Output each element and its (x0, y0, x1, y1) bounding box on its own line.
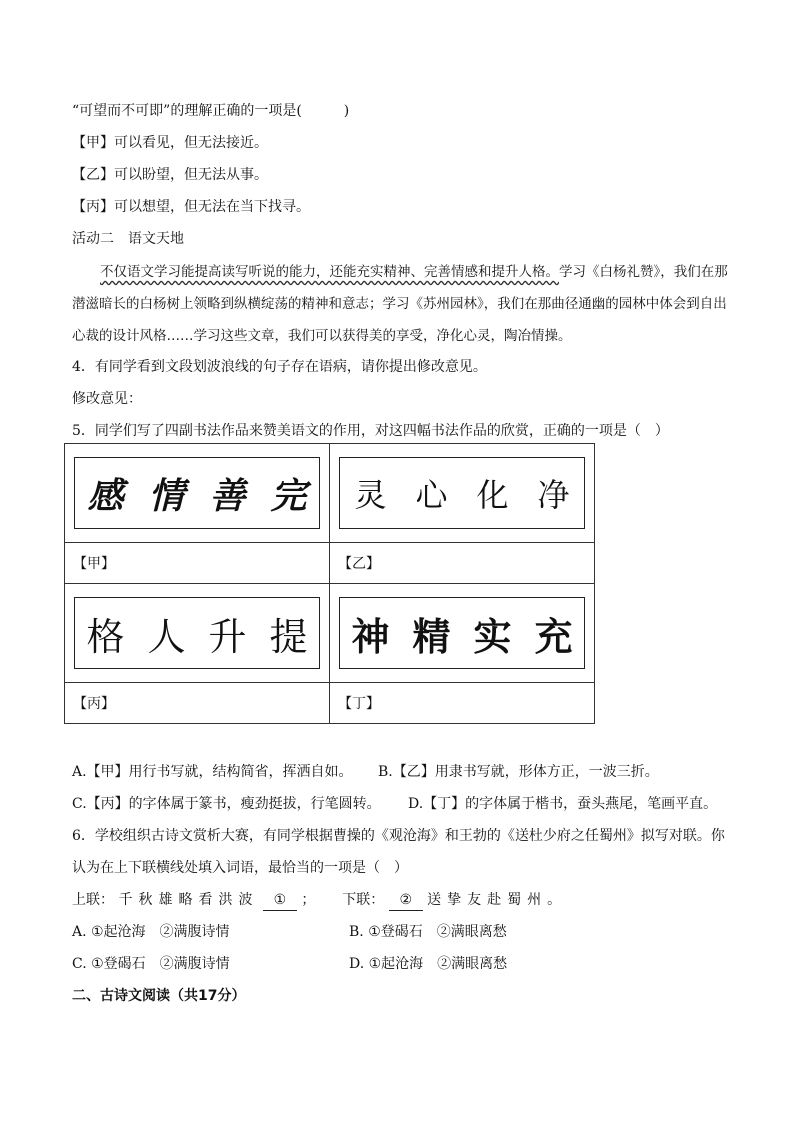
blank-1: ① (263, 890, 297, 911)
q5-option-b: B.【乙】用隶书写就，形体方正，一波三折。 (378, 764, 659, 780)
label-jia: 【甲】 (65, 543, 330, 584)
callig-char: 人 (147, 614, 186, 659)
q6-options-row2 (72, 954, 508, 974)
callig-char: 感 (87, 474, 124, 517)
q5-stem: 5．同学们写了四副书法作品来赞美语文的作用，对这四幅书法作品的欣赏，正确的一项是（ ） (72, 423, 669, 439)
calligraphy-yi (339, 457, 585, 529)
activity2-title: 活动二 语文天地 (72, 231, 184, 247)
calligraphy-jia (74, 457, 320, 529)
calligraphy-cell-ding (330, 584, 595, 683)
callig-char: 灵 (354, 476, 387, 514)
semicolon: ； (301, 892, 316, 908)
q5-options-row2 (72, 794, 718, 814)
q6-stem-line1: 6．学校组织古诗文赏析大赛，有同学根据曹操的《观沧海》和王勃的《送杜少府之任蜀州》拟写对联。你 (72, 828, 725, 844)
q3-option-b: 【乙】可以盼望，但无法从事。 (72, 167, 268, 183)
upper-text: 千秋雄略看洪波 (118, 892, 259, 908)
q5-option-d: D.【丁】的字体属于楷书，蚕头燕尾，笔画平直。 (408, 796, 718, 812)
q6-option-a: A. ①起沧海 ②满腹诗情 (72, 924, 230, 940)
callig-char: 精 (412, 616, 451, 659)
q5-option-a: A.【甲】用行书写就，结构简省，挥洒自如。 (72, 764, 353, 780)
calligraphy-ding (339, 597, 585, 669)
q3-option-c: 【丙】可以想望，但无法在当下找寻。 (72, 199, 310, 215)
callig-char: 实 (473, 616, 512, 659)
q3-stem: “可望而不可即”的理解正确的一项是( ) (72, 103, 350, 119)
q4-stem: 4．有同学看到文段划波浪线的句子存在语病，请你提出修改意见。 (72, 359, 487, 375)
q6-option-c: C. ①登碣石 ②满腹诗情 (72, 956, 230, 972)
callig-char: 化 (476, 476, 509, 514)
calligraphy-table (64, 443, 595, 724)
activity2-passage (72, 256, 732, 352)
callig-char: 完 (270, 474, 307, 517)
callig-char: 净 (537, 476, 570, 514)
couplet (72, 890, 567, 911)
callig-char: 善 (209, 474, 246, 517)
q5-options-row1 (72, 762, 659, 782)
q6-option-d: D. ①起沧海 ②满眼离愁 (349, 956, 508, 972)
q5-option-c: C.【丙】的字体属于篆书，瘦劲挺拔，行笔圆转。 (72, 796, 381, 812)
calligraphy-cell-bing (65, 584, 330, 683)
callig-char: 神 (351, 616, 390, 659)
q3-option-a: 【甲】可以看见，但无法接近。 (72, 135, 268, 151)
passage-rest: 学习《白杨礼赞》，我们在那潜滋暗长的白杨树上领略到纵横绽荡的精神和意志；学习《苏州园林》，我们在那曲径通幽的园林中体会到自出心裁的设计风格……学习这些文章，我们可以获得美的享受，净化心灵，陶冶情操。 (72, 264, 728, 344)
calligraphy-bing (74, 597, 320, 669)
calligraphy-cell-yi (330, 444, 595, 543)
callig-char: 升 (208, 614, 247, 659)
callig-char: 心 (415, 476, 448, 514)
label-ding: 【丁】 (330, 683, 595, 724)
q6-stem-line2: 认为在上下联横线处填入词语，最恰当的一项是（ ） (72, 860, 408, 876)
section2-title: 二、古诗文阅读（共17分） (72, 988, 246, 1004)
q6-options-row1 (72, 922, 507, 942)
q6-option-b: B. ①登碣石 ②满眼离愁 (349, 924, 507, 940)
lower-text: 送挚友赴蜀州。 (427, 892, 568, 908)
q4-answer-label: 修改意见： (72, 391, 142, 407)
callig-char: 充 (534, 616, 573, 659)
upper-label: 上联： (72, 892, 114, 908)
calligraphy-cell-jia (65, 444, 330, 543)
label-yi: 【乙】 (330, 543, 595, 584)
blank-2: ② (389, 890, 423, 911)
label-bing: 【丙】 (65, 683, 330, 724)
callig-char: 提 (269, 614, 308, 659)
lower-label: 下联： (342, 892, 385, 908)
wavy-sentence: 不仅语文学习能提高读写听说的能力，还能充实精神、完善情感和提升人格。 (100, 264, 559, 280)
callig-char: 格 (86, 614, 125, 659)
callig-char: 情 (148, 474, 185, 517)
